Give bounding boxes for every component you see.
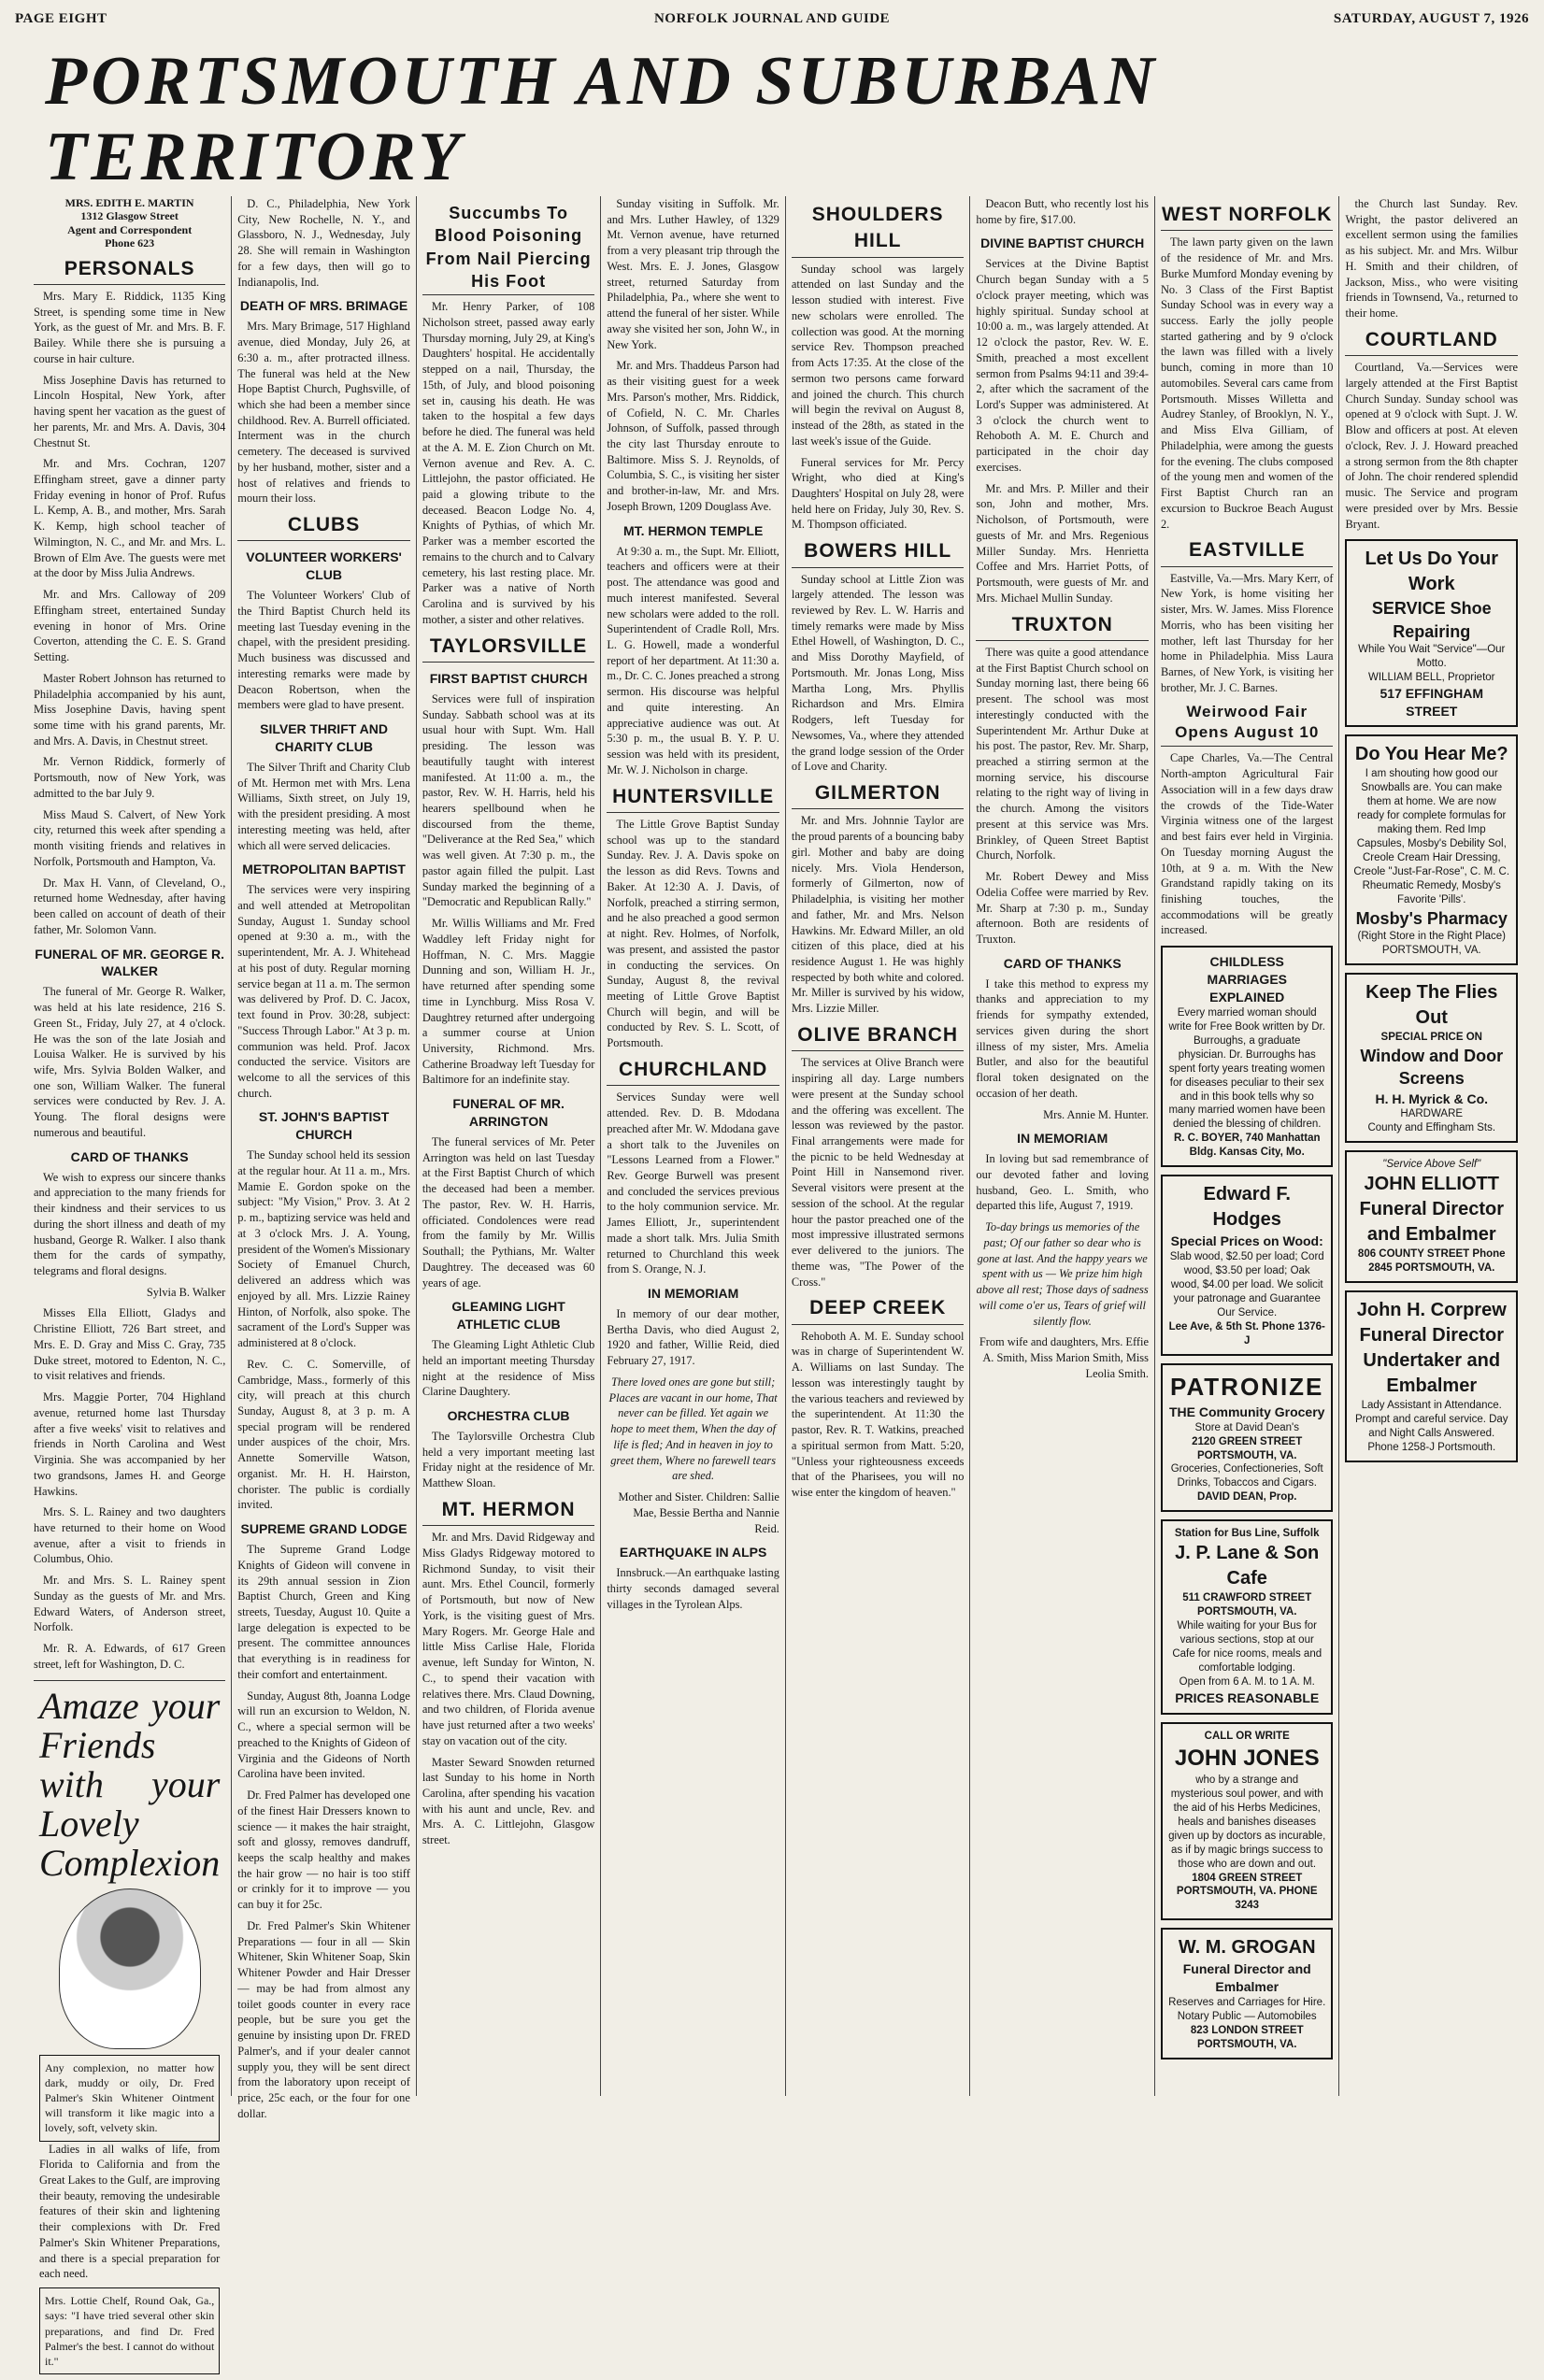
personal-item: Mr. Willis Williams and Mr. Fred Waddley left Friday night for Hoffman, N. C. Mrs. Maggie Dunning and son, William H. Jr., have returned after spending some time in Lynchburg. Miss Rosa V. Daughtrey returned after undergoing a summer course at Union University, Richmond. Mrs. Catherine Broadway left Tuesday for Baltimore for an indefinite stay. — [422, 917, 595, 1087]
ad-address: 806 COUNTY STREET Phone 2845 PORTSMOUTH, VA. — [1357, 1248, 1506, 1275]
church-heading: ST. JOHN'S BAPTIST CHURCH — [258, 1109, 390, 1143]
ad-owner: WILLIAM BELL, Proprietor — [1368, 671, 1495, 683]
ad-owner: DAVID DEAN, Prop. — [1196, 1491, 1297, 1504]
ad-headline: JOHN ELLIOTT Funeral Director and Embalmer — [1359, 1174, 1504, 1246]
column-7 — [1155, 196, 1340, 2096]
funeral-heading: FUNERAL OF MR. ARRINGTON — [452, 1096, 565, 1130]
column-6 — [970, 196, 1155, 2096]
death-heading: DEATH OF MRS. BRIMAGE — [239, 298, 408, 314]
church-article: Courtland, Va.—Services were largely attended at the First Baptist Church Sunday. Sunday school was opened at 9 o'clock with Supt. J. W. Blow and officers at post. At eleven o'clock, Rev. J. J. Howard preached a strong sermon from the 8th chapter of John. The choir rendered splendid music. The Service and program were presided over by Mrs. Bessie Bryant. — [1345, 361, 1519, 531]
grocery-advertisement — [1161, 1363, 1334, 1513]
personal-item: Dr. Max H. Vann, of Cleveland, O., returned home Wednesday, after having been called on account of death of their father, Mr. Solomon Vann. — [34, 876, 226, 936]
ad-item: Window and Door Screens — [1360, 1046, 1504, 1089]
skin-whitener-ad: Dr. Fred Palmer's Skin Whitener Preparations — four in all — Skin Whitener, Skin Whitener Soap, Skin Whitener Powder and Hair Dresser — may be had from almost any toilet goods counter in every race people, but be sure you get the genuine by insisting upon Dr. FRED Palmer's, and if your dealer cannot supply you, they will be sent direct from the laboratory upon receipt of price, 25c each, or the four for one dollar. — [237, 1918, 410, 2120]
personal-item: Master Seward Snowden returned last Sunday to his home in North Carolina, after spending his vacation with his aunt and uncle, Rev. and Mrs. A. C. Littlejohn, Glasgow street. — [422, 1755, 595, 1847]
card-signature: Sylvia B. Walker — [146, 1285, 226, 1299]
club-article: The Taylorsville Orchestra Club held a very important meeting last Friday night at the residence of Mr. Matthew Sloan. — [422, 1429, 595, 1490]
ad-address: 2120 GREEN STREET PORTSMOUTH, VA. — [1192, 1435, 1303, 1461]
complexion-advertisement — [34, 1680, 225, 2380]
death-article: Mrs. Mary Brimage, 517 Highland avenue, died Monday, July 26, at 6:30 a. m., after protracted illness. The funeral was held at the New Hope Baptist Church, Pughsville, of which she had been a member since childhood. Rev. A. Burrell officiated. Interment was in the church cemetery. The deceased is survived by her husband, mother, sister and a host of relatives and friends to mourn their loss. — [237, 320, 410, 506]
column-5 — [786, 196, 971, 2096]
ad-address: R. C. BOYER, 740 Manhattan Bldg. Kansas City, Mo. — [1173, 1133, 1321, 1159]
ad-kind: HARDWARE — [1400, 1108, 1464, 1120]
page-number: PAGE EIGHT — [15, 11, 107, 26]
personal-item: Mrs. S. L. Rainey and two daughters have returned to their home on Wood avenue, after a visit to friends in Columbus, Ohio. — [34, 1505, 226, 1566]
courtland-heading: COURTLAND — [1345, 327, 1518, 356]
huntersville-heading: HUNTERSVILLE — [607, 784, 779, 813]
memoriam-heading: IN MEMORIAM — [648, 1286, 739, 1302]
olive-branch-heading: OLIVE BRANCH — [792, 1022, 965, 1051]
ad-tagline: PRICES REASONABLE — [1175, 1689, 1320, 1705]
church-article: There was quite a good attendance at the First Baptist Church school on Sunday morning last, there being 66 present. The school was most interestingly conducted with the Superintendent Mr. Arthur Duke at his post. The pastor, Rev. Mr. Sharp, preached a stirring sermon at the morning service, his discourse relating to the right way of living in the church. Among the visitors present at this service was Mrs. Brinkley, of Queen Street Baptist Church, Norfolk. — [976, 645, 1149, 862]
fair-headline: Weirwood Fair Opens August 10 — [1161, 702, 1334, 748]
personal-item: Master Robert Johnson has returned to Philadelphia accompanied by his aunt, Miss Josephine Davis, having spent some time with his grand parents, Mr. and Mrs. A. Davis, in Chestnut street. — [34, 671, 226, 748]
funeral-heading: FUNERAL OF MR. GEORGE R. WALKER — [35, 946, 225, 979]
churchland-heading: CHURCHLAND — [607, 1057, 779, 1086]
funeral-article: The funeral of Mr. George R. Walker, was held at his late residence, 216 S. Green St., Friday, July 27, at 4 o'clock. He was the son of the late Josiah and Louisa Walker. He is survived by his wife, Mrs. Sylvia Bolden Walker, and one son, William Walker. The funeral services were conducted by Rev. J. A. Young. The floral designs were numerous and beautiful. — [34, 985, 226, 1139]
personal-item: Misses Ella Elliott, Gladys and Christine Elliott, 726 Bart street, and Mrs. E. D. Gray and Miss C. Gray, 735 Duke street, motored to Edenton, N. C., to visit relatives and friends. — [34, 1306, 226, 1383]
personal-item: Mr. R. A. Edwards, of 617 Green street, left for Washington, D. C. — [34, 1642, 226, 1671]
column-4 — [601, 196, 786, 2096]
ad-body: I am shouting how good our Snowballs are. You can make them at home. We are now ready for complete formulas for making them. Red Imp Capsules, Mosby's Debility Sol, Creole Cream Hair Dressing, Creole "Just-Far-Rose", C. M. C. Rheumatic Remedy, Mosby's Favorite 'Pills'. — [1353, 768, 1510, 905]
church-article: The services at Olive Branch were inspiring all day. Large numbers were present at the Sunday school and the offering was excellent. The lesson was reviewed by the pastor. Final arrangements were made for the picnic to be held Wednesday at Point Hill in Nansemond river. Several visitors were present at the session of the school. At the regular hour the pastor preached one of the most impressive illustrated sermons ever delivered to the juniors. The theme was, "The Power of the Cross." — [791, 1056, 965, 1289]
ad-headline: John H. Corprew Funeral Director Undertaker and Embalmer — [1356, 1300, 1507, 1397]
ad-headline: CHILDLESS MARRIAGES EXPLAINED — [1207, 954, 1287, 1005]
personal-item: Eastville, Va.—Mrs. Mary Kerr, of New York, is home visiting her sister, Mrs. W. James. Miss Florence Morris, who has been visiting her mother, left last Thursday for her home in Philadelphia. Miss Laura Barnes, of New York, is visiting her brother, Mr. J. C. Barnes. — [1160, 571, 1334, 694]
news-article: Mr. Henry Parker, of 108 Nicholson street, passed away early Thursday morning, July 29, at King's Daughters' hospital. He accidentally stepped on a nail, Thursday, the 15th, of July, and blood poisoning set in, causing his death. He was taken to the hospital a few days before he died. The funeral was held at the A. M. E. Zion Church on Mt. Vernon avenue and Rev. A. C. Littlejohn, the pastor officiated. He paid a glowing tribute to the deceased. Beacon Lodge No. 4, Knights of Pythias, of which Mr. Parker was a member escorted the remains to the church and to Calvary cemetery, his last resting place. Mr. Parker was a native of North Carolina and is survived by his mother, a sister and other relatives. — [422, 300, 595, 626]
church-article: Rehoboth A. M. E. Sunday school was in charge of Superintendent W. A. Williams on last Sunday. The lesson was interestingly taught by the various teachers and reviewed by the superintendent. At 11:30 the pastor, Rev. R. T. Watkins, preached a spiritual sermon from Matt. 5:20, "Unless your righteousness exceeds that of the Pharisees, you will no wise enter the kingdom of heaven." — [791, 1329, 965, 1499]
ad-tagline: While You Wait "Service"—Our Motto. — [1358, 643, 1506, 669]
personal-item: Miss Maud S. Calvert, of New York city, returned this week after spending a month visiting friends and relatives in Norfolk, Portsmouth and Hampton, Va. — [34, 807, 226, 868]
ad-address: 823 LONDON STREET PORTSMOUTH, VA. — [1190, 2025, 1304, 2050]
club-heading: SILVER THRIFT AND CHARITY CLUB — [260, 721, 388, 754]
church-heading: DIVINE BAPTIST CHURCH — [980, 235, 1145, 251]
card-of-thanks-heading: CARD OF THANKS — [70, 1148, 189, 1164]
personal-item: Mr. and Mrs. Johnnie Taylor are the proud parents of a bouncing baby girl. Mother and baby are doing nicely. Mrs. Viola Henderson, formerly of Gilmerton, now of Philadelphia, is visiting her mother and father, Mr. and Mrs. Nelson Hawkins. Mr. Edward Miller, an old citizen of this place, died at his residence August 1. He was highly respected by both white and colored. Mr. Miller is survived by his widow, Mrs. Lizzie Miller. — [791, 814, 965, 1016]
west-norfolk-heading: WEST NORFOLK — [1161, 202, 1334, 231]
church-article: Rev. C. C. Somerville, of Cambridge, Mass., formerly of this city, will preach at this church Sunday, August 8, at 3 p. m. A special program will be rendered under auspices of the choir, Mrs. Annette Somerville Watson, organist. Mr. H. H. Hairston, chorister. The public is cordially invited. — [237, 1357, 410, 1512]
ad-subhead: Funeral Director and Embalmer — [1182, 1961, 1311, 1995]
continued-item: the Church last Sunday. Rev. Wright, the pastor delivered an excellent sermon using the families as his subject. Mr. and Mrs. Wilbur H. Smith and their children, of Jackson, Miss., who were visiting friends in Townsend, Va., returned to their home. — [1345, 197, 1519, 321]
correspondent-byline — [34, 196, 225, 250]
personal-item: Mr. Vernon Riddick, formerly of Portsmouth, now of New York, was admitted to the bar July 9. — [34, 755, 226, 800]
ad-headline: Let Us Do Your Work — [1365, 549, 1499, 595]
club-article: The Gleaming Light Athletic Club held an important meeting Thursday night at the residence of Miss Clarine Daughtery. — [422, 1338, 595, 1399]
church-article: Sunday school at Little Zion was largely attended. The lesson was reviewed by Rev. L. W. Harris and timely remarks were made by Miss Ethel Howell, of Washington, D. C., and Miss Dorothy Mayfield, of Portsmouth. Mr. Jonas Long, Miss Martha Long, Mrs. Phyllis Richardson and Mrs. Elmira Rodgers, left Tuesday for Newsomes, Va., where they attended the grand lodge session of the Order of Love and Charity. — [791, 572, 965, 774]
ad-name: THE Community Grocery — [1168, 1404, 1325, 1419]
page-header — [13, 7, 1531, 34]
ad-headline: J. P. Lane & Son Cafe — [1175, 1543, 1320, 1589]
elliott-funeral-advertisement — [1345, 1150, 1518, 1283]
ad-pretitle: SPECIAL PRICE ON — [1380, 1032, 1482, 1044]
hair-dresser-ad: Dr. Fred Palmer has developed one of the finest Hair Dressers known to science — it makes the hair straight, soft and glossy, removes dandruff, keeps the scalp healthy and makes the hair grow — no hair is too stiff or crinkly for it to improve — you can buy it for 25c. — [237, 1789, 410, 1912]
personal-item: Sunday visiting in Suffolk. Mr. and Mrs. Luther Hawley, of 1329 Mt. Vernon avenue, have returned from a very pleasant trip through the West. Mrs. E. J. Jones, Glasgow street, returned Saturday from Philadelphia, Pa., where she went to attend the funeral of her sister. While away she visited her son, John W., in New York. — [607, 197, 779, 351]
ad-address: (Right Store in the Right Place) PORTSMOUTH, VA. — [1357, 931, 1507, 957]
card-of-thanks: I take this method to express my thanks and appreciation to my friends for sympathy extended, services given during the short illness of my sister, Mrs. Amelia Butler, and also for the beautiful floral token designated on the occasion of her death. — [976, 976, 1149, 1100]
ad-body: Every married woman should write for Free Book written by Dr. Burroughs, a graduate physician. Dr. Burroughs has spent forty years treating women for diseases peculiar to their sex and in this book tells why so many married women have been denied the blessing of children. — [1168, 1006, 1325, 1131]
news-headline: Succumbs To Blood Poisoning From Nail Piercing His Foot — [422, 202, 595, 295]
lodge-article: Sunday, August 8th, Joanna Lodge will run an excursion to Weldon, N. C., where a special sermon will be preached to the Knights of Gideon of Virginia and the Gideons of North Carolina have been invited. — [237, 1689, 410, 1781]
ad-pretitle: "Service Above Self" — [1382, 1159, 1481, 1171]
ad-address: 1804 GREEN STREET PORTSMOUTH, VA. PHONE 3243 — [1176, 1872, 1318, 1912]
ad-body: Ladies in all walks of life, from Florida to California and from the Great Lakes to the Gulf, are improving their beauty, removing the undesirable features of their skin and lightening their complexions with Dr. Fred Palmer's Skin Whitener Preparations, and there is a special preparation for each need. — [39, 2142, 221, 2281]
ad-body: Slab wood, $2.50 per load; Cord wood, $3.50 per load; Oak wood, $4.00 per load. We solicit your patronage and Guarantee Our Service. — [1169, 1251, 1324, 1318]
continued-item: Deacon Butt, who recently lost his home by fire, $17.00. — [976, 197, 1149, 226]
ad-headline: Keep The Flies Out — [1365, 982, 1498, 1029]
lodge-article: The Supreme Grand Lodge Knights of Gideon will convene in its 29th annual session in Zion Baptist Church, Green and King streets, Tuesday, August 10. Quite a large delegation is expected to be present. The committee announces that everything is in readiness for their comfort and entertainment. — [237, 1543, 410, 1681]
social-article: The lawn party given on the lawn of the residence of Mr. and Mrs. Burke Mumford Monday evening by No. 3 Class of the First Baptist Sunday School was in every way a success. Early the jolly people started gathering and by 9 o'clock the lawn was filled with a lively bunch, coming in more than 10 automobiles. Several cars came from Portsmouth. Misses Willetta and Audrey Stanley, of Brooklyn, N. Y., and Miss Elva Gilliam, of Philadelphia, were among the guests for the evening. The clubs composed of the young men and women of the First Baptist Church ran an excursion to Buckroe Beach August 2. — [1160, 235, 1334, 531]
shoe-repair-advertisement — [1345, 539, 1518, 727]
club-heading: ORCHESTRA CLUB — [447, 1408, 570, 1424]
ad-name: Mosby's Pharmacy — [1355, 908, 1508, 928]
club-heading: VOLUNTEER WORKERS' CLUB — [246, 549, 402, 583]
eastville-heading: EASTVILLE — [1161, 537, 1334, 566]
ad-headline: JOHN JONES — [1174, 1745, 1320, 1771]
card-signature: Mrs. Annie M. Hunter. — [1043, 1107, 1149, 1121]
newspaper-name: NORFOLK JOURNAL AND GUIDE — [653, 11, 891, 26]
hardware-advertisement — [1345, 973, 1518, 1143]
ad-name: H. H. Myrick & Co. — [1375, 1090, 1489, 1106]
personal-item: Mr. and Mrs. Cochran, 1207 Effingham street, gave a dinner party Friday evening in honor of Prof. Rufus L. Kemp, A. B., and mother, Mrs. Sarah K. Kemp, high school teacher of Wilmington, N. C., and Mr. and Mrs. L. Brown of Elm Ave. The guests were met at the door by Miss Julia Andrews. — [34, 457, 226, 580]
issue-date: SATURDAY, AUGUST 7, 1926 — [1333, 11, 1529, 26]
ad-body: who by a strange and mysterious soul power, and with the aid of his Herbs Medicines, heals and banishes diseases given up by doctors as incurable, as if by magic brings success to those who are down and out. — [1168, 1774, 1326, 1870]
correspondent-role: Agent and Correspondent — [67, 222, 193, 236]
personal-item: Mr. and Mrs. Calloway of 209 Effingham street, entertained Sunday evening in honor of Mrs. Orine Coverton, attending the C. E. S. Grand Setting. — [34, 588, 226, 664]
grogan-advertisement — [1161, 1928, 1334, 2059]
memoriam-signature: Mother and Sister. Children: Sallie Mae, Bessie Bertha and Nannie Reid. — [618, 1490, 779, 1535]
memoriam-poem: To-day brings us memories of the past; Of our father so dear who is gone at last. And the happy years we spent with us — We prize him high above all rest; Those days of sadness will come o'er us, Tears of grief will silently flow. — [976, 1220, 1149, 1328]
church-heading: MT. HERMON TEMPLE — [622, 522, 764, 538]
correspondent-phone: Phone 623 — [105, 236, 155, 250]
ad-headline: W. M. GROGAN — [1178, 1937, 1316, 1959]
ad-store: Store at David Dean's — [1194, 1421, 1299, 1433]
marriages-advertisement — [1161, 946, 1334, 1167]
pharmacy-advertisement — [1345, 734, 1518, 965]
church-article: Services at the Divine Baptist Church began Sunday with a 5 o'clock prayer meeting, which was highly spiritual. Sunday school at 10:00 a. m., was largely attended. At 12 o'clock the pastor, Rev. W. E. Smith, preached a most excellent sermon from Psalms 94:11 and 39:4-2, after which the sacrament of the Lord's Supper was administered. At 3 o'clock the church went to Rehoboth A. M. E. Church and participated in the choir day exercises. — [976, 257, 1149, 474]
ad-testimonial: Mrs. Lottie Chelf, Round Oak, Ga., says: "I have tried several other skin preparations, and find Dr. Fred Palmer's the best. I cannot do without it." — [39, 2287, 220, 2374]
personal-item: Mr. and Mrs. S. L. Rainey spent Sunday as the guests of Mr. and Mrs. Edward Waters, of Anderson street, Norfolk. — [34, 1574, 226, 1634]
correspondent-address: 1312 Glasgow Street — [80, 209, 179, 223]
correspondent-name: MRS. EDITH E. MARTIN — [64, 196, 194, 209]
deep-creek-heading: DEEP CREEK — [792, 1295, 965, 1324]
shoulders-hill-heading: SHOULDERS HILL — [792, 202, 965, 258]
church-article: The Sunday school held its session at the regular hour. At 11 a. m., Mrs. Mamie E. Gordon spoke on the subject: "My Vision," Prov. 3. At 2 p. m., baptizing service was held and at 3 o'clock Mrs. J. A. Young, president of the Women's Missionary Society of Emanuel Church, delivered an address which was enjoyed by all. Mrs. Lizzie Rainey Hinton, of Norfolk, also spoke. The sacrament of the Lord's Supper was administered at 8 o'clock. — [237, 1148, 410, 1350]
church-heading: METROPOLITAN BAPTIST — [242, 862, 406, 877]
ad-body: While waiting for your Bus for various sections, stop at our Cafe for nice rooms, meals and comfortable lodging. — [1172, 1620, 1322, 1674]
fair-article: Cape Charles, Va.—The Central North-ampton Agricultural Fair Association will in a few days draw the crowds of the Tide-Water Virginia witness one of the largest and best fairs ever held in Virginia. On Tuesday morning August the 10th, at 9 a. m. With the New Grandstand rapidly taking on its finishing touches, the accommodations will be greatly increased. — [1160, 751, 1334, 937]
ad-address: Lee Ave, & 5th St. Phone 1376-J — [1168, 1320, 1325, 1347]
woman-portrait-illustration — [59, 1888, 201, 2049]
club-article: The Volunteer Workers' Club of the Third Baptist Church held its meeting last Tuesday evening in the chapel, with the president presiding. Much business was discussed and interesting remarks were made by Deacon Robertson, when the members were glad to have present. — [237, 589, 410, 712]
club-heading: GLEAMING LIGHT ATHLETIC CLUB — [451, 1299, 565, 1333]
column-2 — [232, 196, 417, 2120]
personal-item: Mr. and Mrs. Thaddeus Parson had as their visiting guest for a week Mrs. Parson's mother, Mrs. Riddick, of Cofield, N. C. Mr. Charles Johnson, of Suffolk, passed through the city last Thursday enroute to Baltimore. Miss S. J. Reynolds, of Columbia, S. C., is visiting her sister and brother-in-law, Mr. and Mrs. Joseph Brown, 1209 Douglass Ave. — [607, 359, 779, 513]
funeral-article: The funeral services of Mr. Peter Arrington was held on last Tuesday at the First Baptist Church of which the deceased had been a member. The pastor, Rev. W. H. Harris, officiated. Condolences were read from the family by Mr. Willis Southall; the Pythians, Mr. Walter Daughtrey. The deceased was 60 years of age. — [422, 1134, 595, 1290]
personal-item: Mr. and Mrs. David Ridgeway and Miss Gladys Ridgeway motored to Richmond Sunday, to visit their aunt. Mrs. Ethel Council, formerly of Portsmouth, but now of New York, is the visiting guest of Mrs. Mary Rogers. Mr. George Hale and little Miss Carlise Hale, Florida avenue, left Sunday for Winton, N. C., to spend their vacation with relatives there. Mrs. Claud Downing, and two children, of Florida avenue have just returned after a two weeks' stay on vacation out of the city. — [422, 1531, 595, 1747]
mt-hermon-heading: MT. HERMON — [422, 1497, 595, 1526]
personal-item: Mr. and Mrs. P. Miller and their son, John and mother, Mrs. Nicholson, of Portsmouth, were guests of Mr. and Mrs. Regenious Miller Sunday. Mrs. Henrietta Coffee and Mrs. Harriet Potts, of Portsmouth, were guests of Mr. and Mrs. Michael Mullin Sunday. — [976, 481, 1149, 605]
ad-pretitle: Station for Bus Line, Suffolk — [1174, 1528, 1320, 1540]
bowers-hill-heading: BOWERS HILL — [792, 538, 965, 567]
church-article: The Little Grove Baptist Sunday school was up to the standard Sunday. Rev. J. A. Davis spoke on the lesson as did Revs. Towns and Baker. At 12:30 A. J. Davis, of Norfolk, preached a stirring sermon, and he also preached a good sermon at night. Rev. Holmes, of Norfolk, was present, and assisted the pastor in conducting the services. On Sunday, August 8, the revival meeting of Little Grove Baptist Church will begin, and will be conducted by Rev. S. L. Scott, of Portsmouth. — [607, 817, 779, 1050]
ad-address: 511 CRAWFORD STREET PORTSMOUTH, VA. — [1182, 1592, 1312, 1618]
church-article: The services were very inspiring and well attended at Metropolitan Sunday, August 1. Sunday school opened at 9:30 a. m., with the superintendent, Mr. A. J. Whitehead at his post of duty. Regular morning service began at 11 a. m. The sermon was delivered by Prof. D. C. Jacox, text found in Prov. 30:28, subject: "Success Through Labor." At 3 p. m. communion was held. Prof. Jacox conducted the service. Visitors are welcome to all the services of this church. — [237, 883, 410, 1100]
ad-address: 517 EFFINGHAM STREET — [1380, 685, 1483, 719]
clubs-heading: CLUBS — [237, 512, 410, 541]
ad-subhead: SERVICE Shoe Repairing — [1371, 599, 1492, 641]
personal-item: Mr. Robert Dewey and Miss Odelia Coffee were married by Rev. Mr. Sharp at 7:30 p. m., Sunday afternoon. Both are residents of Truxton. — [976, 870, 1149, 947]
corprew-funeral-advertisement — [1345, 1290, 1518, 1462]
truxton-heading: TRUXTON — [976, 612, 1149, 641]
section-banner — [28, 42, 1516, 195]
ad-body: Reserves and Carriages for Hire. Notary Public — Automobiles — [1168, 1997, 1326, 2023]
card-of-thanks: We wish to express our sincere thanks and appreciation to the many friends for their kindness and their services to us during the short illness and death of my husband, George R. Walker. I also thank them for the cards of sympathy, telegrams and floral designs. — [34, 1170, 226, 1277]
column-8 — [1339, 196, 1523, 2096]
ad-hours: Open from 6 A. M. to 1 A. M. — [1179, 1675, 1315, 1688]
memoriam-poem: There loved ones are gone but still; Places are vacant in our home, That never can be filled. Yet again we hope to meet them, When the day of life is fled; And in heaven in joy to greet them, Where no farewell tears are shed. — [608, 1375, 778, 1483]
lodge-heading: SUPREME GRAND LODGE — [240, 1521, 407, 1537]
club-article: The Silver Thrift and Charity Club of Mt. Hermon met with Mrs. Lena Williams, Sixth street, on July 19, with the president presiding. A most interesting meeting was held, after which all were served delicacies. — [237, 760, 410, 852]
ad-subhead: Special Prices on Wood: — [1170, 1233, 1323, 1249]
gilmerton-heading: GILMERTON — [792, 780, 965, 809]
memoriam-heading: IN MEMORIAM — [1017, 1131, 1108, 1147]
church-article: Funeral services for Mr. Percy Wright, who died at King's Daughters' Hospital on July 28, were held here on Friday, July 30, Rev. S. M. Thompson officiated. — [791, 455, 965, 532]
church-article: Services were full of inspiration Sunday. Sabbath school was at its usual hour with Supt. Wm. Hall presiding. The lesson was beautifully taught with interest manifested. At 11:00 a. m., the pastor, Rev. W. H. Harris, held his hearers spellbound when he discoursed from the theme, "Deliverance at the Red Sea," which was well given. At 7:30 p. m., the pastor again filled the pulpit. Last Sunday marked the beginning of a "Democratic and Republican Rally." — [422, 691, 595, 909]
ad-headline: Do You Hear Me? — [1354, 744, 1508, 765]
ad-callout: Any complexion, no matter how dark, muddy or oily, Dr. Fred Palmer's Skin Whitener Ointment will transform it like magic into a lovely, soft, velvety skin. — [39, 2055, 220, 2142]
columns — [28, 196, 1523, 2368]
column-3 — [417, 196, 602, 2096]
news-headline: EARTHQUAKE IN ALPS — [619, 1545, 767, 1561]
john-jones-advertisement — [1161, 1722, 1334, 1921]
personal-item: Miss Josephine Davis has returned to Lincoln Hospital, New York, after having spent her vacation as the guest of her parents, Mr. and Mrs. A. Davis, 304 Chestnut St. — [34, 373, 226, 449]
hodges-advertisement — [1161, 1175, 1334, 1355]
news-article: Innsbruck.—An earthquake lasting thirty seconds damaged several villages in the Tyrolean Alps. — [607, 1566, 779, 1611]
church-article: Services Sunday were well attended. Rev. D. B. Mdodana preached after Mr. W. Mdodana gave a short talk to the Juveniles on "Lessons Learned from a Flower." Rev. George Burwell was present and concluded the services previous to the holy communion service. Mr. James Elliott, Jr., superintendent made a short talk. Mrs. Julia Smith returned to Churchland this week from S. Orange, N. J. — [607, 1090, 779, 1276]
church-article: Sunday school was largely attended on last Sunday and the lesson studied with interest. Five new scholars were enrolled. The collection was good. At the morning service Rev. Thompson preached from Acts 17:35. At the close of the sermon two persons came forward and joined the church. This church will begin the revival on August 8, instead of the 28th, as stated in the last week's issue of the Guide. — [791, 262, 965, 448]
card-of-thanks-heading: CARD OF THANKS — [1003, 955, 1122, 971]
continued-item: D. C., Philadelphia, New York City, New Rochelle, N. Y., and Glassboro, N. J., Wednesday, July 28. She will remain in Washington for a few days, then will go to Indianapolis, Ind. — [237, 197, 410, 289]
memoriam-text: In memory of our dear mother, Bertha Davis, who died August 2, 1920 and father, Willie Reid, died February 27, 1917. — [607, 1307, 779, 1368]
ad-headline: PATRONIZE — [1170, 1372, 1324, 1401]
column-1 — [28, 196, 232, 2368]
ad-body: Lady Assistant in Attendance. Prompt and careful service. Day and Night Calls Answered. Phone 1258-J Portsmouth. — [1354, 1400, 1508, 1453]
personals-heading: PERSONALS — [34, 256, 225, 285]
personal-item: Mrs. Mary E. Riddick, 1135 King Street, is spending some time in New York, as the guest of Mr. and Mrs. B. F. Bailey. While there she is pursuing a course in hair culture. — [34, 289, 226, 365]
ad-headline: Edward F. Hodges — [1203, 1184, 1291, 1231]
ad-address: County and Effingham Sts. — [1367, 1122, 1496, 1134]
cafe-advertisement — [1161, 1519, 1334, 1714]
ad-pretitle: CALL OR WRITE — [1204, 1730, 1290, 1742]
church-article: At 9:30 a. m., the Supt. Mr. Elliott, teachers and officers were at their post. The attendance was good and much interest manifested. Several new scholars were added to the roll. Superintendent of Cradle Roll, Mrs. L. G. Howell, made a wonderful report of her department. At 11:30 a. m., Dr. C. C. Jones preached a strong sermon. His discourse was helpful and quite interesting. An appreciative audience was out. At 5:30 p. m., the usual B. Y. P. U. session was held with its president, Mr. W. J. Nicholson in charge. — [607, 544, 779, 777]
taylorsville-heading: TAYLORSVILLE — [422, 634, 595, 663]
church-heading: FIRST BAPTIST CHURCH — [429, 670, 588, 686]
personal-item: Mrs. Maggie Porter, 704 Highland avenue, returned home last Thursday after a five weeks' visit to relatives and friends in North Carolina and West Virginia. She was accompanied by her two grandsons, James H. and George Hawkins. — [34, 1390, 226, 1498]
banner-title: PORTSMOUTH AND SUBURBAN TERRITORY — [28, 38, 1516, 202]
ad-headline: Amaze your Friends with your Lovely Complexion — [39, 1684, 221, 1884]
ad-body: Groceries, Confectioneries, Soft Drinks, Tobaccos and Cigars. — [1170, 1463, 1323, 1489]
memoriam-signature: From wife and daughters, Mrs. Effie A. Smith, Miss Marion Smith, Miss Leolia Smith. — [979, 1335, 1149, 1380]
memoriam-text: In loving but sad remembrance of our devoted father and loving husband, Geo. L. Smith, who departed this life, August 7, 1919. — [976, 1152, 1149, 1213]
